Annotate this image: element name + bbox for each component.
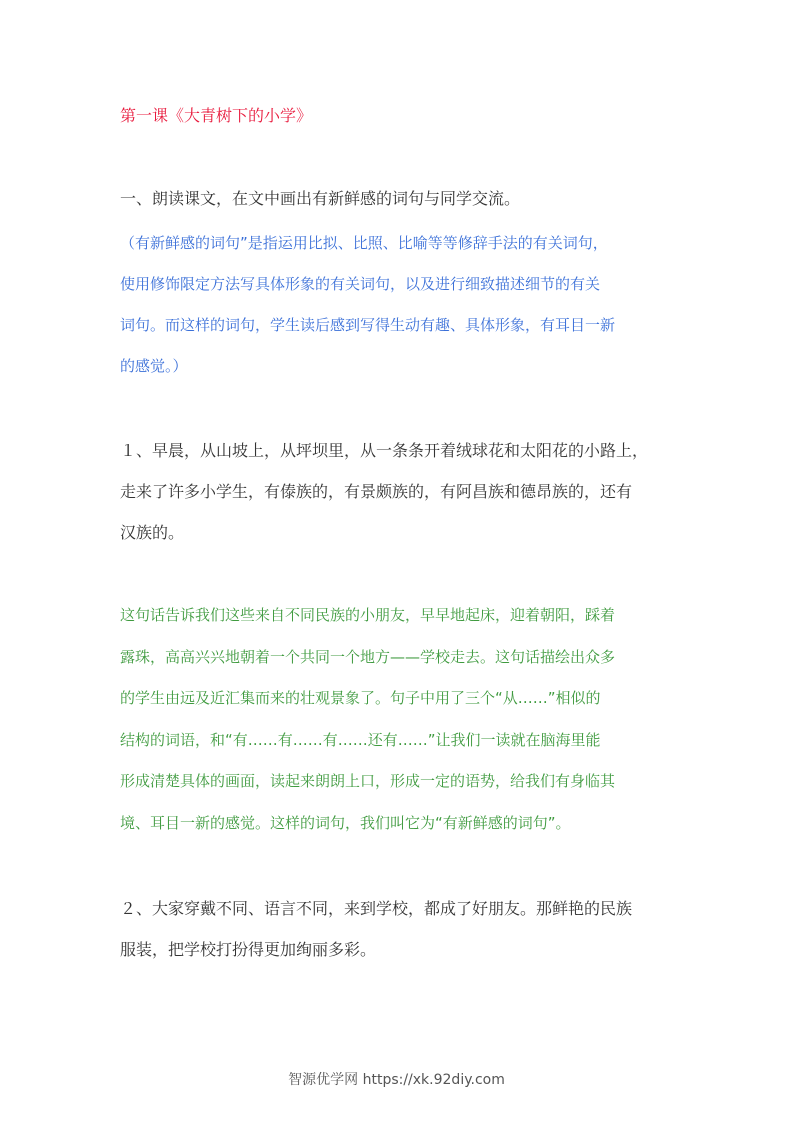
item-1-line: 走来了许多小学生，有傣族的，有景颇族的，有阿昌族和德昂族的，还有 xyxy=(120,482,633,501)
lesson-title: 第一课《大青树下的小学》 xyxy=(120,106,313,125)
item-1-explanation xyxy=(120,595,680,844)
note-line: （有新鲜感的词句”是指运用比拟、比照、比喻等等修辞手法的有关词句， xyxy=(120,234,608,252)
explanation-line: 的学生由远及近汇集而来的壮观景象了。句子中用了三个“从……”相似的 xyxy=(120,689,601,707)
footer-watermark: 智源优学网 https://xk.92diy.com xyxy=(288,1072,505,1088)
item-2-line: 服装，把学校打扮得更加绚丽多彩。 xyxy=(120,940,377,959)
question-1-note xyxy=(120,223,680,387)
item-2-line: ２、大家穿戴不同、语言不同，来到学校，都成了好朋友。那鲜艳的民族 xyxy=(120,899,633,918)
explanation-line: 这句话告诉我们这些来自不同民族的小朋友，早早地起床，迎着朝阳，踩着 xyxy=(120,606,616,624)
explanation-line: 露珠，高高兴兴地朝着一个共同一个地方——学校走去。这句话描绘出众多 xyxy=(120,647,616,666)
explanation-line: 境、耳目一新的感觉。这样的词句，我们叫它为“有新鲜感的词句”。 xyxy=(120,813,571,832)
item-2-sentence xyxy=(120,888,680,970)
item-1-sentence xyxy=(120,430,680,553)
item-1-line: 汉族的。 xyxy=(120,523,185,542)
item-1-line: １、早晨，从山坡上，从坪坝里，从一条条开着绒球花和太阳花的小路上， xyxy=(120,441,649,460)
explanation-line: 形成清楚具体的画面，读起来朗朗上口，形成一定的语势，给我们有身临其 xyxy=(120,772,616,790)
question-1-heading: 一、朗读课文，在文中画出有新鲜感的词句与同学交流。 xyxy=(120,189,521,208)
note-line: 词句。而这样的词句，学生读后感到写得生动有趣、具体形象，有耳目一新 xyxy=(120,316,616,334)
note-line: 的感觉。） xyxy=(120,357,188,375)
explanation-line: 结构的词语，和“有……有……有……还有……”让我们一读就在脑海里能 xyxy=(120,730,601,749)
note-line: 使用修饰限定方法写具体形象的有关词句，以及进行细致描述细节的有关 xyxy=(120,275,601,293)
